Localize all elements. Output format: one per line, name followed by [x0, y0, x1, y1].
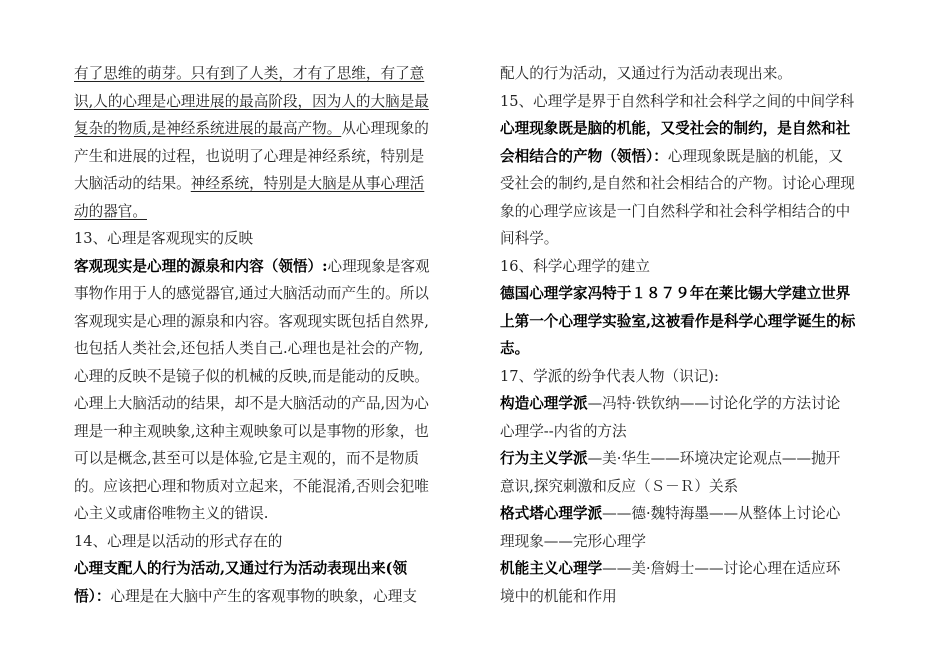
text-segment: 心理上大脑活动的结果，却不是大脑活动的产品,因为心 — [74, 395, 429, 412]
text-line — [74, 198, 454, 226]
bold-text: 德国心理学家冯特于１８７９年在莱比锡大学建立世界 — [500, 285, 851, 302]
text-segment: ——美·詹姆士——讨论心理在适应环 — [602, 560, 841, 577]
underlined-text: 识,人的心理是心理进展的最高阶段，因为人的大脑是最 — [74, 92, 429, 110]
underlined-text: 神经系统，特别是大脑是从事心理活 — [190, 175, 425, 192]
text-line — [74, 308, 454, 336]
text-line — [500, 473, 880, 501]
text-line — [74, 60, 454, 88]
text-segment: 13、心理是客观现实的反映 — [74, 230, 254, 247]
text-segment: 产生和进展的过程，也说明了心理是神经系统，特别是 — [74, 147, 425, 165]
text-line — [500, 143, 880, 171]
text-segment: —美·华生——环境决定论观点——抛开 — [587, 450, 841, 467]
text-segment: 心理现象既是脑的机能，又 — [667, 147, 843, 165]
bold-text: 格式塔心理学派 — [500, 505, 603, 522]
text-line — [500, 60, 880, 88]
text-segment: 象的心理学应该是一门自然科学和社会科学相结合的中 — [500, 202, 851, 220]
bold-text: 机能主义心理学 — [500, 560, 603, 577]
bold-text: 客观现实是心理的源泉和内容（领悟）: — [74, 257, 328, 275]
right-column — [500, 60, 880, 610]
text-line — [500, 88, 880, 116]
text-line — [500, 390, 880, 418]
underlined-text: 复杂的物质,是神经系统进展的最高产物。 — [74, 120, 342, 137]
bold-text: 会相结合的产物（领悟）： — [500, 147, 668, 165]
text-segment: ——德·魏特海墨——从整体上讨论心 — [602, 505, 841, 522]
text-line — [500, 115, 880, 143]
text-segment: 心理是在大脑中产生的客观事物的映象，心理支 — [110, 587, 417, 605]
text-segment: 17、学派的纷争代表人物（识记): — [500, 367, 719, 385]
text-segment: 14、心理是以活动的形式存在的 — [74, 532, 283, 550]
text-line — [500, 555, 880, 583]
text-line — [500, 583, 880, 611]
text-line — [74, 418, 454, 446]
text-line — [500, 308, 880, 336]
text-line — [500, 198, 880, 226]
text-segment: 心主义或庸俗唯物主义的错误. — [74, 505, 269, 522]
bold-text: 悟）： — [74, 587, 111, 605]
underlined-text: 动的器官。 — [74, 202, 147, 220]
bold-text: 构造心理学派 — [500, 395, 588, 412]
text-line — [74, 583, 454, 611]
text-line — [74, 335, 454, 363]
bold-text: 行为主义学派 — [500, 450, 588, 467]
text-segment: 事物作用于人的感觉器官,通过大脑活动而产生的。所以 — [74, 285, 429, 302]
text-segment: 心理现象是客观 — [327, 257, 430, 275]
text-segment: 理是一种主观映象,这种主观映象可以是事物的形象，也 — [74, 422, 429, 440]
text-line — [74, 170, 454, 198]
left-column — [74, 60, 454, 610]
text-segment: 也包括人类社会,还包括人类自己.心理也是社会的产物, — [74, 340, 424, 357]
text-segment: 配人的行为活动，又通过行为活动表现出来。 — [500, 65, 792, 82]
bold-text: 心理现象既是脑的机能，又受社会的制约，是自然和社 — [500, 120, 851, 137]
text-line — [500, 225, 880, 253]
text-line — [500, 253, 880, 281]
bold-text: 心理支配人的行为活动,又通过行为活动表现出来(领 — [74, 560, 408, 577]
text-line — [500, 363, 880, 391]
text-line — [74, 225, 454, 253]
text-segment: 意识,探究刺激和反应（Ｓ－Ｒ）关系 — [500, 477, 739, 495]
bold-text: 志。 — [500, 340, 530, 357]
text-segment: 心理学--内省的方法 — [500, 422, 627, 440]
text-line — [500, 445, 880, 473]
text-line — [500, 170, 880, 198]
text-segment: 理现象——完形心理学 — [500, 532, 646, 550]
text-segment: 心理的反映不是镜子似的机械的反映,而是能动的反映。 — [74, 367, 429, 385]
text-line — [74, 555, 454, 583]
text-line — [74, 473, 454, 501]
text-segment: 可以是概念,甚至可以是体验,它是主观的，而不是物质 — [74, 450, 419, 467]
text-line — [74, 363, 454, 391]
text-line — [500, 500, 880, 528]
text-segment: 16、科学心理学的建立 — [500, 257, 650, 275]
underlined-text: 有了思维的萌芽。只有到了人类，才有了思维，有了意 — [74, 65, 425, 82]
text-segment: 客观现实是心理的源泉和内容。客观现实既包括自然界, — [74, 312, 429, 330]
text-segment: 大脑活动的结果。 — [74, 175, 191, 192]
text-line — [74, 280, 454, 308]
text-segment: 从心理现象的 — [341, 120, 429, 137]
bold-text: 上第一个心理学实验室,这被看作是科学心理学诞生的标 — [500, 312, 856, 330]
text-line — [74, 88, 454, 116]
text-line — [500, 418, 880, 446]
text-line — [74, 500, 454, 528]
text-line — [74, 253, 454, 281]
text-line — [500, 528, 880, 556]
text-line — [500, 335, 880, 363]
text-line — [74, 115, 454, 143]
text-segment: —冯特·铁钦纳——讨论化学的方法讨论 — [587, 395, 841, 412]
text-segment: 15、心理学是界于自然科学和社会科学之间的中间学科 — [500, 92, 855, 110]
text-line — [74, 143, 454, 171]
text-line — [500, 280, 880, 308]
text-segment: 受社会的制约,是自然和社会相结合的产物。讨论心理现 — [500, 175, 855, 192]
text-segment: 的。应该把心理和物质对立起来，不能混淆,否则会犯唯 — [74, 477, 429, 495]
text-segment: 境中的机能和作用 — [500, 587, 617, 605]
text-line — [74, 390, 454, 418]
text-segment: 间科学。 — [500, 230, 559, 247]
text-line — [74, 445, 454, 473]
text-line — [74, 528, 454, 556]
